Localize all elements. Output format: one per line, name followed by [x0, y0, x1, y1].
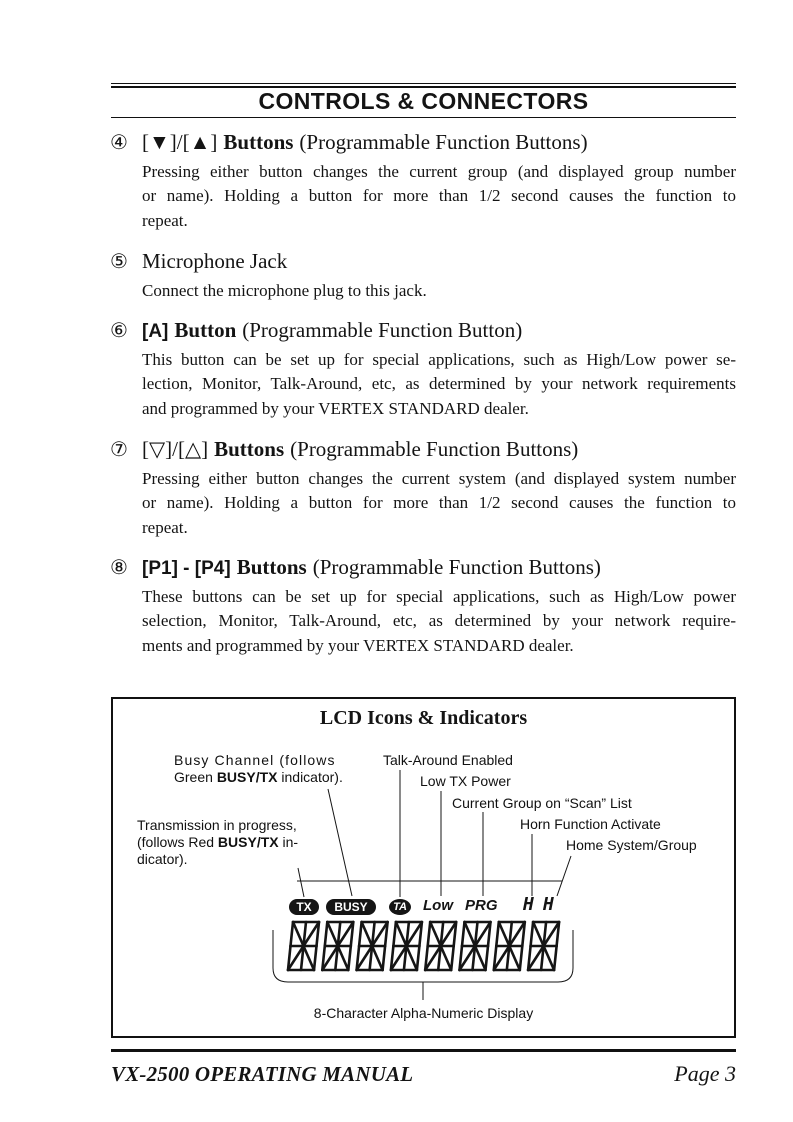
item-heading — [110, 317, 736, 343]
title-underline — [111, 117, 736, 118]
item-body — [142, 585, 736, 658]
horn-icon: H — [523, 894, 534, 915]
tx-label-text: (follows Red — [137, 834, 218, 850]
busy-icon: BUSY — [326, 899, 376, 915]
body-line: selection, Monitor, Talk-Around, etc, as determined by your network require- — [142, 611, 736, 631]
low-power-label: Low TX Power — [420, 773, 511, 789]
item-heading-rest: (Programmable Function Buttons) — [290, 437, 579, 461]
talk-around-icon: TA — [389, 899, 411, 915]
item-p1-p4-buttons — [110, 554, 736, 658]
body-line: or name). Holding a button for more than 1/2 second causes the function to — [142, 186, 736, 206]
item-bold-label: Buttons — [214, 437, 285, 461]
transmission-label — [137, 817, 298, 868]
body-line: These buttons can be set up for special applications, such as High/Low power — [142, 587, 736, 606]
section-title: CONTROLS & CONNECTORS — [258, 88, 589, 114]
item-heading — [110, 129, 736, 155]
busy-label-text: indicator). — [277, 769, 343, 785]
tx-icon: TX — [289, 899, 319, 915]
item-heading-rest: (Programmable Function Buttons) — [312, 555, 601, 579]
item-number: ⑧ — [110, 555, 128, 579]
talk-around-label: Talk-Around Enabled — [383, 752, 513, 768]
tx-label-text: in- — [278, 834, 299, 850]
tx-label-line3: dicator). — [137, 851, 188, 867]
item-key-label: [P1] - [P4] — [142, 558, 231, 579]
item-heading — [110, 554, 736, 580]
body-line: Pressing either button changes the current system (and displayed system number — [142, 469, 736, 488]
tx-label-line2 — [137, 834, 298, 851]
body-line: repeat. — [142, 517, 188, 537]
body-line: Connect the microphone plug to this jack. — [142, 281, 427, 300]
prg-scan-icon: PRG — [465, 897, 498, 914]
low-power-icon: Low — [423, 897, 453, 914]
item-body — [142, 160, 736, 233]
item-number: ④ — [110, 130, 128, 154]
item-heading-rest: (Programmable Function Buttons) — [299, 130, 588, 154]
item-number: ⑦ — [110, 437, 128, 461]
item-heading-rest: Microphone Jack — [142, 249, 288, 273]
busy-label-line1: Busy Channel (follows — [174, 752, 336, 768]
item-group-buttons — [110, 129, 736, 233]
scan-list-label: Current Group on “Scan” List — [452, 795, 632, 811]
body-line: repeat. — [142, 210, 188, 230]
footer-manual-title: VX-2500 OPERATING MANUAL — [111, 1062, 414, 1086]
body-line: and programmed by your VERTEX STANDARD dealer. — [142, 398, 529, 418]
body-line: ments and programmed by your VERTEX STANDARD dealer. — [142, 635, 574, 655]
busy-label-bold: BUSY/TX — [216, 769, 278, 785]
header-rule-thin — [111, 83, 736, 84]
body-line: lection, Monitor, Talk-Around, etc, as determined by your network requirements — [142, 374, 736, 394]
home-icon: H — [543, 894, 554, 915]
item-bold-label: Buttons — [223, 130, 294, 154]
item-key-label: [▽]/[△] — [142, 437, 209, 461]
tx-label-bold: BUSY/TX — [217, 834, 279, 850]
item-system-buttons — [110, 436, 736, 540]
item-body — [142, 279, 736, 303]
footer-page-number: Page 3 — [674, 1061, 736, 1086]
item-microphone-jack — [110, 248, 736, 303]
item-a-button — [110, 317, 736, 421]
body-line: or name). Holding a button for more than 1/2 second causes the function to — [142, 493, 736, 513]
busy-channel-label — [174, 752, 343, 786]
item-body — [142, 467, 736, 540]
item-bold-label: Buttons — [236, 555, 307, 579]
item-heading-rest: (Programmable Function Button) — [242, 318, 523, 342]
busy-label-line2 — [174, 769, 343, 786]
item-key-label: [▼]/[▲] — [142, 130, 218, 154]
item-key-label: [A] — [142, 321, 169, 342]
body-line: Pressing either button changes the current group (and displayed group number — [142, 162, 736, 181]
item-heading — [110, 436, 736, 462]
item-number: ⑥ — [110, 318, 128, 342]
tx-label-line1: Transmission in progress, — [137, 817, 297, 833]
lcd-diagram-title: LCD Icons & Indicators — [319, 707, 528, 729]
footer-rule-thick — [111, 1049, 736, 1052]
home-system-label: Home System/Group — [566, 837, 697, 853]
item-heading — [110, 248, 736, 274]
item-number: ⑤ — [110, 249, 128, 273]
display-label: 8-Character Alpha-Numeric Display — [313, 1005, 534, 1021]
item-bold-label: Button — [174, 318, 237, 342]
busy-label-text: Green — [174, 769, 217, 785]
body-line: This button can be set up for special applications, such as High/Low power se- — [142, 350, 736, 369]
item-body — [142, 348, 736, 421]
horn-function-label: Horn Function Activate — [520, 816, 661, 832]
